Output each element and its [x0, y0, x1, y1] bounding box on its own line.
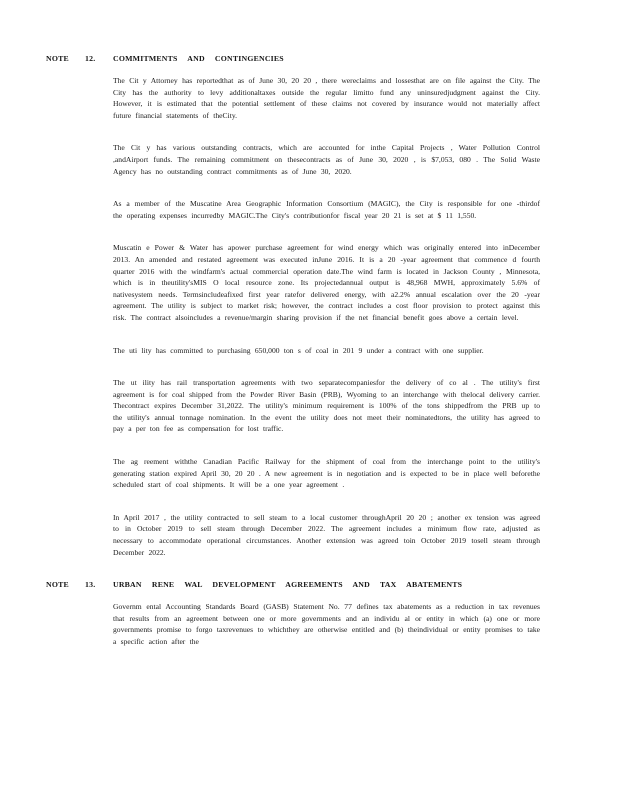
note-12-number: 12.	[85, 54, 96, 63]
note-13-title: URBAN RENE WAL DEVELOPMENT AGREEMENTS AND TAX ABATEMENTS	[113, 580, 463, 590]
paragraph-wind-power-agreement: Muscatin e Power & Water has apower purchase agreement for wind energy which was originally entered into inDecember 2013. An amended and restated agreement was executed inJune 2016. It is a 20 -year agreement that commence d fourth quarter 2016 with the windfarm's actual commercial operation date.The wind farm is located in Jackson County , Minnesota, which is in theutility'sMIS O local resource zone. Its projectedannual output is 48,968 MWH, approximately 5.6% of nativesystem needs. Termsincludeafixed first year ratefor delivered energy, with a2.2% annual escalation over the 20 -year agreement. The utility is subject to market risk; however, the contract includes a cost floor provision to protect against this risk. The contract alsoincludes a revenue/margin sharing provision if the net financial benefit goes above a certain level.	[113, 243, 540, 322]
note-section-13	[46, 579, 540, 647]
note-13-label: NOTE	[46, 580, 69, 590]
paragraph-coal-purchase-commitment: The uti lity has committed to purchasing 650,000 ton s of coal in 201 9 under a contract with one supplier.	[113, 345, 484, 355]
paragraph-city-attorney-claims: The Cit y Attorney has reportedthat as of June 30, 20 20 , there wereclaims and lossesthat are on file against the City. The City has the authority to levy additionaltaxes outside the regular limitto fund any uninsuredjudgment against the City. However, it is estimated that the potential settlement of these claims not covered by insurance would not materially affect future financial statements of theCity.	[113, 76, 540, 120]
note-12-title: COMMITMENTS AND CONTINGENCIES	[113, 54, 284, 63]
paragraph-rail-transportation-agreements: The ut ility has rail transportation agreements with two separatecompaniesfor the delivery of co al . The utility's first agreement is for coal shipped from the Powder River Basin (PRB), Wyoming to an interchange with thelocal delivery carrier. Thecontract expires December 31,2022. The utility's minimum requirement is 100% of the tons shippedfrom the PRB up to the utility's annual tonnage nomination. In the event the utility does not meet their nominatedtons, the utility has agreed to pay a per ton fee as compensation for lost traffic.	[113, 378, 540, 434]
paragraph-steam-sale-contract: In April 2017 , the utility contracted to sell steam to a local customer throughApril 20 20 ; another ex tension was agreed to in October 2019 to sell steam through December 2022. The agreement includes a minimum flow rate, adjusted as necessary to accommodate operational circumstances. Another extension was agreed toin October 2019 tosell steam through December 2022.	[113, 512, 540, 557]
note-13-paragraphs	[113, 601, 540, 647]
note-12-heading	[46, 53, 540, 64]
paragraph-outstanding-contracts: The Cit y has various outstanding contracts, which are accounted for inthe Capital Projects , Water Pollution Control ,andAirport funds. The remaining commitment on thesecontracts as of June 30, 2020 , is $7,053, 080 . The Solid Waste Agency has no outstanding contract commitments as of June 30, 2020.	[113, 143, 540, 176]
note-12-paragraphs	[113, 75, 540, 558]
paragraph-canadian-pacific-railway: The ag reement withthe Canadian Pacific Railway for the shipment of coal from the interchange point to the utility's generating station expired April 30, 20 20 . A new agreement is in negotiation and is expected to be in place well beforethe scheduled start of coal shipments. It will be a one year agreement .	[113, 457, 540, 490]
note-13-heading	[46, 579, 540, 590]
page-content	[46, 53, 540, 669]
note-13-number: 13.	[85, 580, 96, 590]
note-12-label: NOTE	[46, 54, 69, 63]
paragraph-magic-consortium: As a member of the Muscatine Area Geographic Information Consortium (MAGIC), the City is responsible for one -thirdof the operating expenses incurredby MAGIC.The City's contributionfor fiscal year 20 21 is set at $ 11 1,550.	[113, 199, 540, 220]
note-section-12	[46, 53, 540, 558]
paragraph-gasb-tax-abatements: Governm ental Accounting Standards Board (GASB) Statement No. 77 defines tax abatements as a reduction in tax revenues that results from an agreement between one or more governments and an individu al or entity in which (a) one or more governments promise to forgo taxrevenues to whichthey are otherwise entitled and (b) theindividual or entity promises to take a specific action after the	[113, 602, 540, 646]
